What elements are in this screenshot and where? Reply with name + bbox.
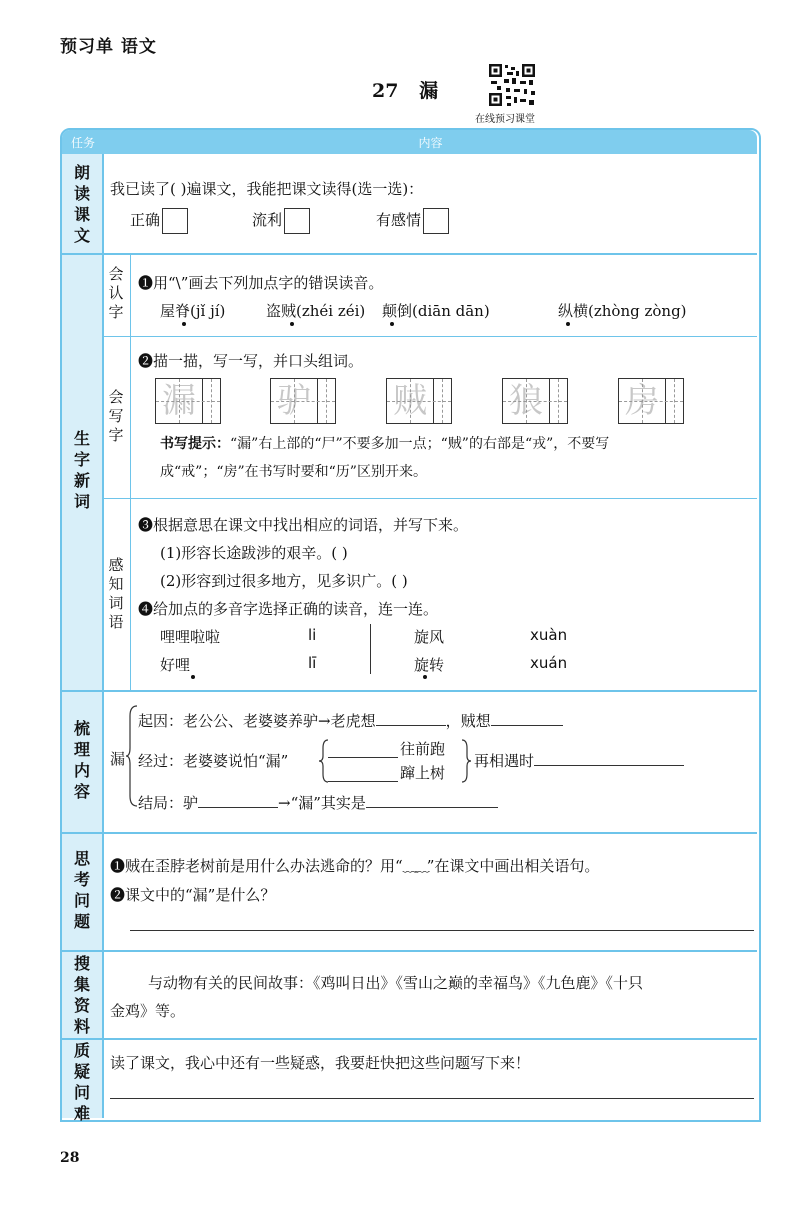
answer-blank[interactable] xyxy=(198,807,278,808)
outline-brace-icon xyxy=(125,704,139,808)
checkbox[interactable] xyxy=(284,208,310,234)
match-pinyin-left-1[interactable]: li xyxy=(308,626,317,644)
row-divider xyxy=(62,832,757,834)
emphasis-dot xyxy=(423,675,427,679)
emphasis-dot xyxy=(191,675,195,679)
page-number: 28 xyxy=(60,1150,80,1166)
emphasis-dot xyxy=(566,322,570,326)
outline-branch-1: 往前跑 xyxy=(400,740,446,758)
think-question-2: ❷课文中的“漏”是什么？ xyxy=(110,886,276,904)
writing-grid[interactable] xyxy=(618,378,684,424)
outline-process: 经过：老婆婆说怕“漏” xyxy=(138,752,289,770)
trace-char: 狼 xyxy=(509,381,543,421)
answer-line[interactable] xyxy=(130,930,754,931)
match-pinyin-right-1[interactable]: xuàn xyxy=(530,626,568,644)
answer-blank[interactable] xyxy=(328,757,398,758)
answer-blank[interactable] xyxy=(491,725,563,726)
answer-blank[interactable] xyxy=(366,807,498,808)
match-word-right-2[interactable]: 旋转 xyxy=(414,656,445,674)
emphasis-dot xyxy=(390,322,394,326)
row-divider xyxy=(62,950,757,952)
outline-cause: 起因：老公公、老婆婆养驴→老虎想 ，贼想 xyxy=(138,710,563,731)
outline-result: 结局：驴 →“漏”其实是 xyxy=(138,792,498,813)
sub-label-recognize: 会认字 xyxy=(108,265,124,321)
writing-grid[interactable] xyxy=(270,378,336,424)
row-divider xyxy=(62,253,757,255)
lesson-number: 27 xyxy=(372,80,399,102)
write-task: ❷描一描，写一写，并口头组词。 xyxy=(138,352,364,370)
answer-blank[interactable] xyxy=(376,725,446,726)
sub-label-write: 会写字 xyxy=(108,388,124,444)
qr-caption: 在线预习课堂 xyxy=(475,114,535,125)
section-label-outline: 梳理内容 xyxy=(73,719,90,801)
writing-tip-line2: 成“戒”；“房”在书写时要和“历”区别开来。 xyxy=(160,464,427,480)
answer-line[interactable] xyxy=(110,1098,754,1099)
reading-option-fluent[interactable]: 流利 xyxy=(252,208,310,234)
match-word-left-1[interactable]: 哩哩啦啦 xyxy=(160,628,221,646)
reading-option-correct[interactable]: 正确 xyxy=(130,208,188,234)
column-divider xyxy=(102,154,104,1118)
reading-prompt: 我已读了( )遍课文，我能把课文读得(选一选)： xyxy=(110,180,424,198)
recognize-item-2[interactable]: 盗贼(zhéi zéi) xyxy=(266,302,366,320)
outline-process-end: 再相遇时 xyxy=(474,750,684,771)
lesson-title xyxy=(372,76,438,103)
section-label-think: 思考问题 xyxy=(73,849,90,931)
collect-line-2: 金鸡》等。 xyxy=(110,1002,186,1020)
writing-grid[interactable] xyxy=(155,378,221,424)
trace-char: 驴 xyxy=(277,381,311,421)
emphasis-dot xyxy=(290,322,294,326)
answer-blank[interactable] xyxy=(328,781,398,782)
perceive-question-2[interactable]: (2)形容到过很多地方，见多识广。( ) xyxy=(160,572,408,590)
recognize-item-3[interactable]: 颠倒(diān dān) xyxy=(382,302,490,320)
answer-blank[interactable] xyxy=(534,765,684,766)
section-label-collect: 搜集资料 xyxy=(73,954,90,1036)
think-question-1: ❶贼在歪脖老树前是用什么办法逃命的？用“﹏﹏”在课文中画出相关语句。 xyxy=(110,857,600,875)
reading-option-emotion[interactable]: 有感情 xyxy=(376,208,449,234)
writing-tip-line1: 书写提示：“漏”右上部的“尸”不要多加一点；“贼”的右部是“戎”，不要写 xyxy=(160,436,610,452)
collect-line-1: 与动物有关的民间故事：《鸡叫日出》《雪山之巅的幸福鸟》《九色鹿》《十只 xyxy=(148,974,644,992)
writing-grid[interactable] xyxy=(502,378,568,424)
col-task-header: 任务 xyxy=(70,136,95,150)
qr-code-icon[interactable] xyxy=(487,62,537,108)
trace-char: 漏 xyxy=(162,381,196,421)
match-pinyin-left-2[interactable]: lī xyxy=(308,654,317,672)
lesson-name: 漏 xyxy=(419,80,439,102)
question-prompt: 读了课文，我心中还有一些疑惑，我要赶快把这些问题写下来！ xyxy=(110,1054,531,1072)
col-content-header: 内容 xyxy=(418,136,443,150)
outline-closebrace-icon xyxy=(460,738,472,784)
checkbox[interactable] xyxy=(423,208,449,234)
sub-column-divider xyxy=(130,255,131,690)
row-divider xyxy=(62,1038,757,1040)
trace-char: 房 xyxy=(625,381,659,421)
sub-row-divider xyxy=(102,498,757,499)
trace-char: 贼 xyxy=(393,381,427,421)
emphasis-dot xyxy=(182,322,186,326)
recognize-item-1[interactable]: 屋脊(jǐ jí) xyxy=(160,302,226,320)
sub-label-perceive: 感知词语 xyxy=(108,556,124,631)
checkbox[interactable] xyxy=(162,208,188,234)
book-header: 预习单 语文 xyxy=(60,37,157,57)
match-divider xyxy=(370,624,371,674)
section-label-new-words: 生字新词 xyxy=(73,429,90,511)
sub-row-divider xyxy=(102,336,757,337)
writing-grid[interactable] xyxy=(386,378,452,424)
recognize-task: ❶用“\”画去下列加点字的错误读音。 xyxy=(138,274,384,292)
perceive-question-1[interactable]: (1)形容长途跋涉的艰辛。( ) xyxy=(160,544,348,562)
section-label-reading: 朗读课文 xyxy=(73,163,90,245)
row-divider xyxy=(62,690,757,692)
table-header xyxy=(62,130,757,154)
outline-branch-2: 蹿上树 xyxy=(400,764,446,782)
outline-root: 漏 xyxy=(110,750,126,768)
match-word-right-1[interactable]: 旋风 xyxy=(414,628,445,646)
perceive-task-4: ❹给加点的多音字选择正确的读音，连一连。 xyxy=(138,600,439,618)
match-word-left-2[interactable]: 好哩 xyxy=(160,656,191,674)
outline-subbrace-icon xyxy=(318,738,330,784)
perceive-task-3: ❸根据意思在课文中找出相应的词语，并写下来。 xyxy=(138,516,469,534)
match-pinyin-right-2[interactable]: xuán xyxy=(530,654,568,672)
recognize-item-4[interactable]: 纵横(zhòng zòng) xyxy=(558,302,687,320)
section-label-question: 质疑问难 xyxy=(73,1041,90,1123)
